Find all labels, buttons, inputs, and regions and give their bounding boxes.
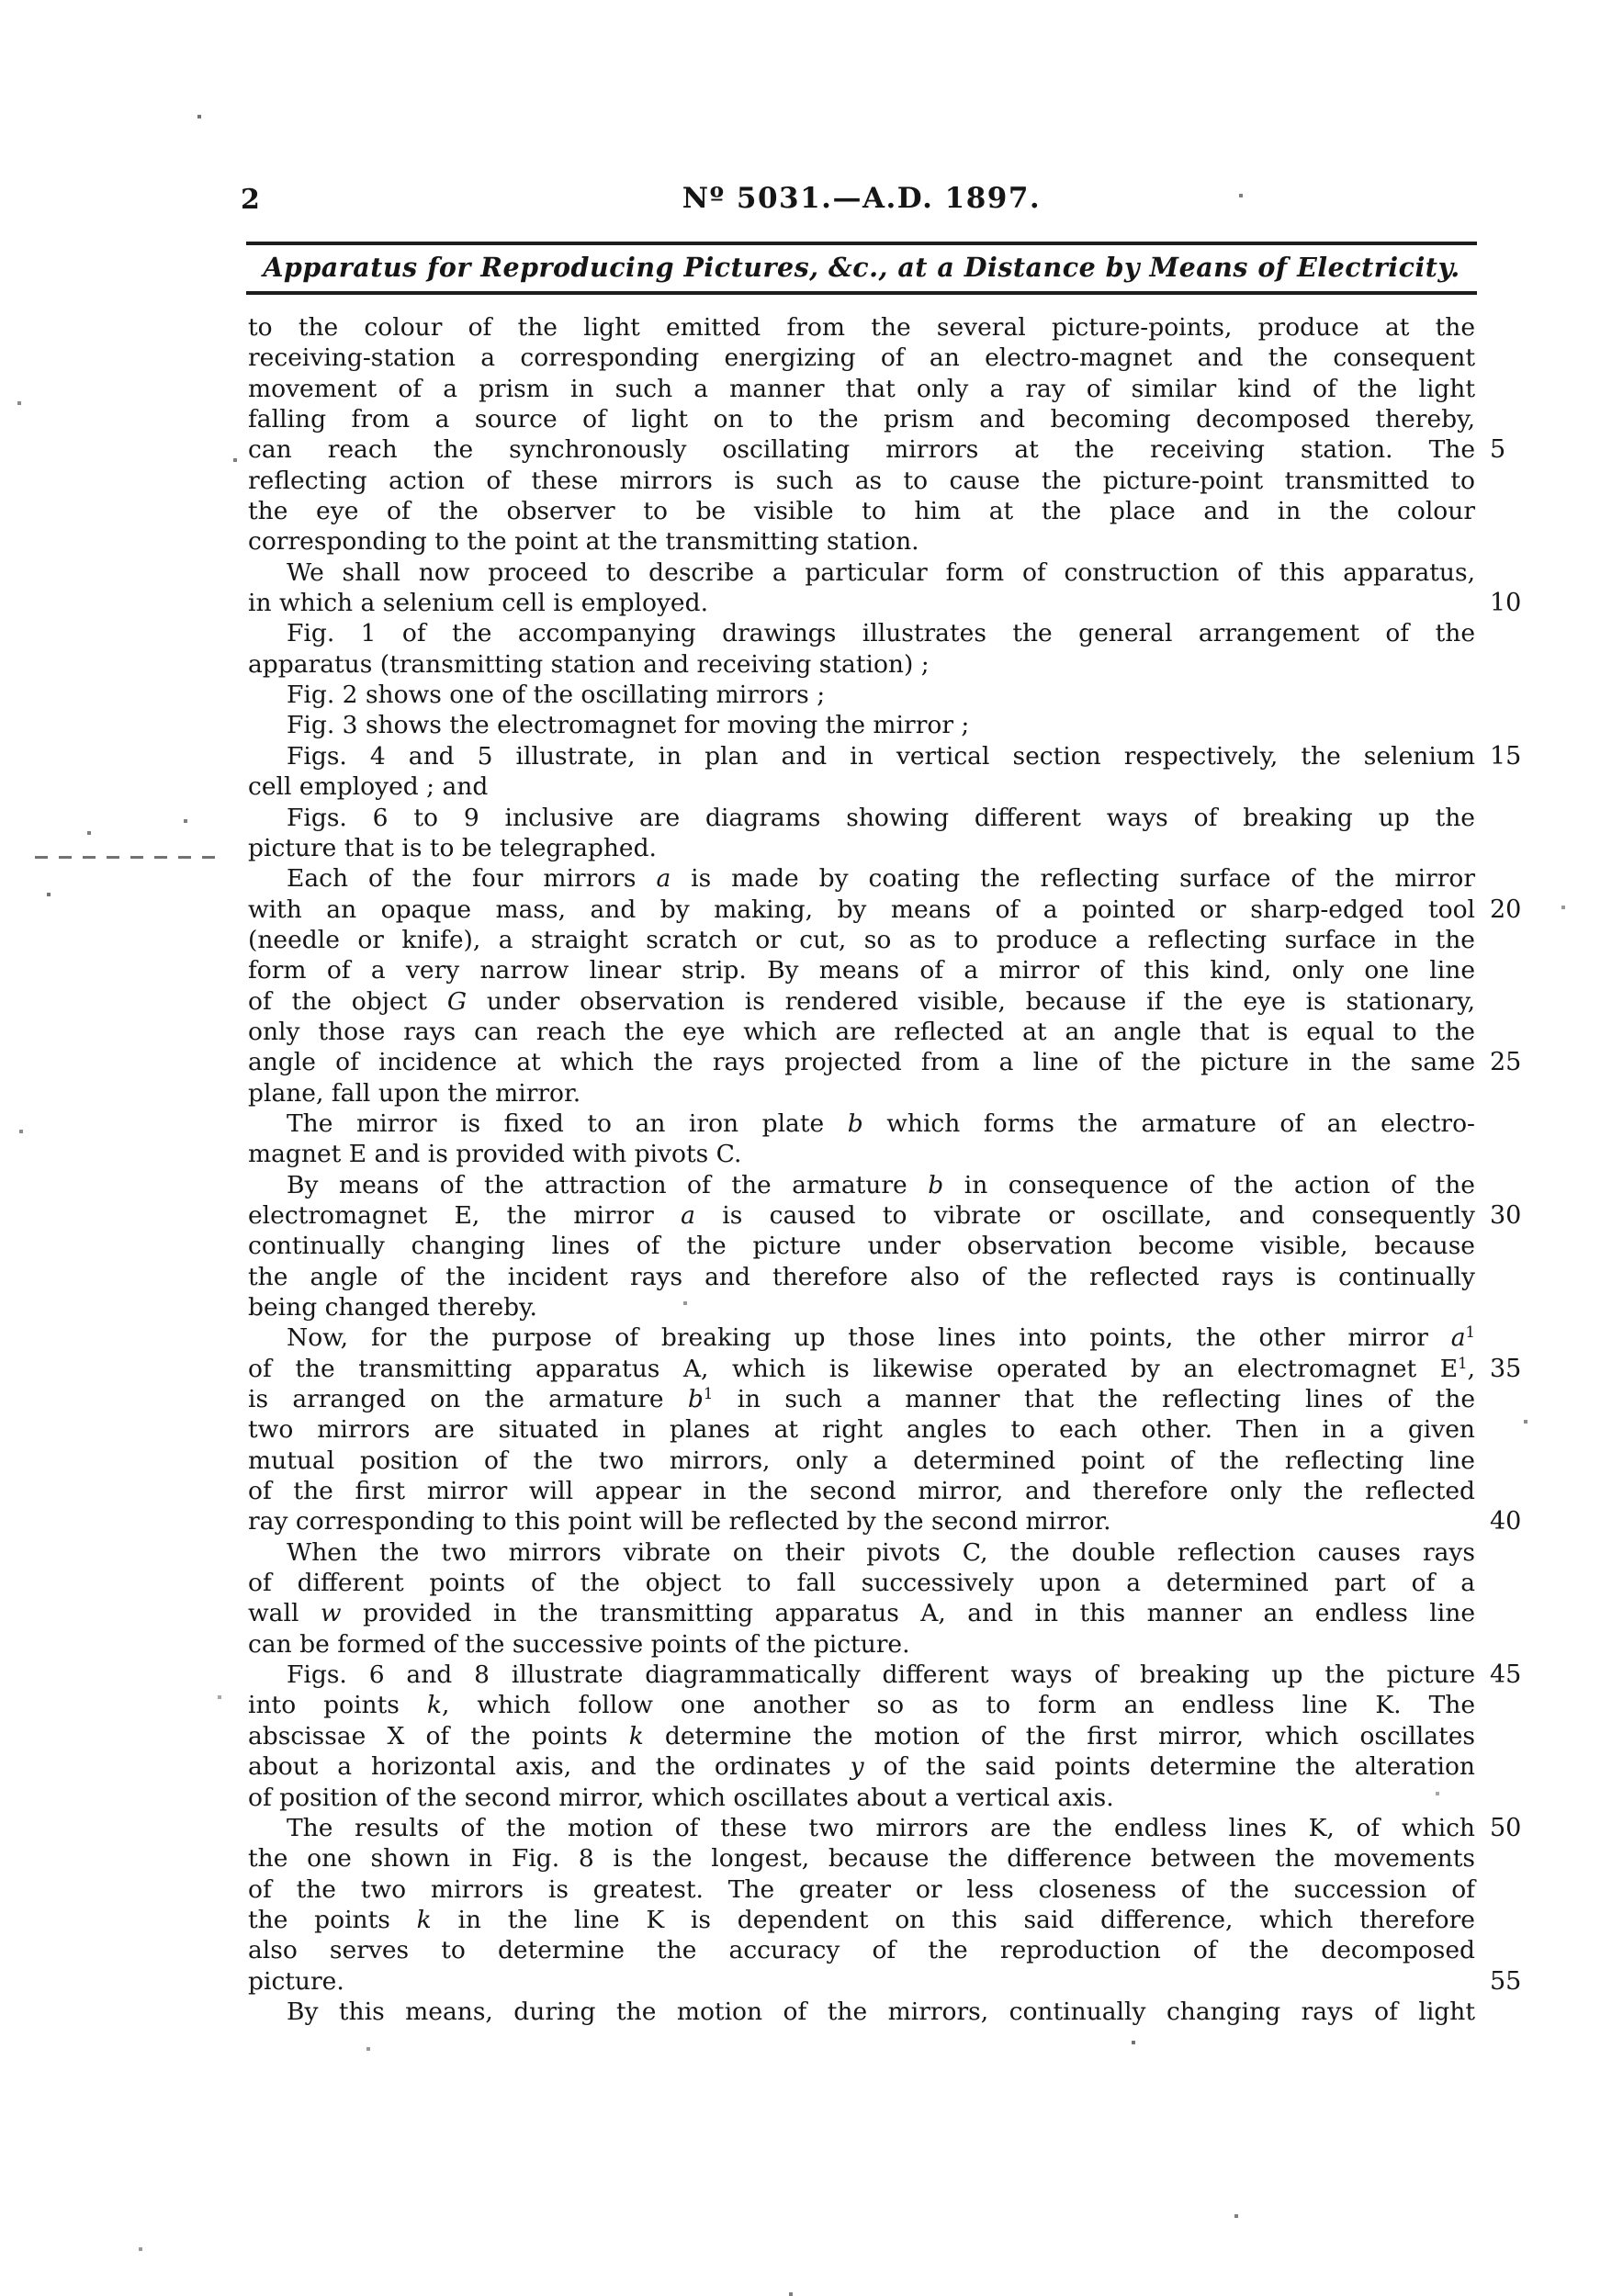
text-line: angle of incidence at which the rays projected from a line of the picture in the same 25 xyxy=(248,1047,1475,1077)
text-line: movement of a prism in such a manner that only a ray of similar kind of the light xyxy=(248,374,1475,403)
text-line: Figs. 6 and 8 illustrate diagrammatically different ways of breaking up the picture 45 xyxy=(248,1660,1475,1690)
text-line: can be formed of the successive points of the picture. xyxy=(248,1629,910,1659)
text-line: the angle of the incident rays and therefore also of the reflected rays is continually xyxy=(248,1262,1475,1291)
text-line: two mirrors are situated in planes at right angles to each other. Then in a given xyxy=(248,1415,1475,1445)
text-line: The mirror is fixed to an iron plate b which forms the armature of an electro- xyxy=(287,1109,1476,1138)
text-line: The results of the motion of these two mirrors are the endless lines K, of which 50 xyxy=(248,1813,1475,1843)
text-line: continually changing lines of the picture under observation become visible, because xyxy=(248,1232,1475,1261)
text-line: is arranged on the armature $b^1$ in such a manner that the reflecting lines of the xyxy=(248,1385,1476,1414)
page-number: 2 xyxy=(241,184,260,216)
text-line: (needle or knife), a straight scratch or cut, so as to produce a reflecting surface in the xyxy=(248,925,1475,954)
margin-line-number: 45 xyxy=(1490,1660,1522,1690)
text-line: Now, for the purpose of breaking up those lines into points, the other mirror $a^1$ xyxy=(287,1323,1475,1353)
text-line: plane, fall upon the mirror. xyxy=(248,1078,581,1108)
text-line: cell employed ; and xyxy=(248,772,489,802)
text-line: apparatus (transmitting station and receiving station) ; xyxy=(248,649,930,679)
text-line: being changed thereby. xyxy=(248,1293,537,1322)
document-title: Apparatus for Reproducing Pictures, &c., at a Distance by Means of Electricity. xyxy=(263,252,1460,283)
text-line: Fig. 1 of the accompanying drawings illustrates the general arrangement of the xyxy=(287,619,1475,648)
text-line: the eye of the observer to be visible to him at the place and in the colour xyxy=(248,497,1475,526)
text-line: By this means, during the motion of the mirrors, continually changing rays of light xyxy=(287,1997,1475,2026)
text-line: only those rays can reach the eye which are reflected at an angle that is equal to the xyxy=(248,1017,1475,1046)
pencil-dash-artifact xyxy=(35,856,219,859)
margin-line-number: 35 xyxy=(1490,1354,1522,1383)
text-line: of the first mirror will appear in the second mirror, and therefore only the reflected xyxy=(248,1477,1475,1506)
text-line: Each of the four mirrors a is made by coating the reflecting surface of the mirror xyxy=(287,864,1475,894)
text-line: about a horizontal axis, and the ordinates y of the said points determine the alteration xyxy=(248,1752,1475,1782)
text-line: also serves to determine the accuracy of the reproduction of the decomposed xyxy=(248,1936,1475,1965)
text-line: falling from a source of light on to the prism and becoming decomposed thereby, xyxy=(248,405,1475,434)
header-divider-bottom xyxy=(246,291,1477,295)
text-line: to the colour of the light emitted from the several picture-points, produce at the xyxy=(248,313,1475,342)
text-line: the one shown in Fig. 8 is the longest, because the difference between the movements xyxy=(248,1844,1475,1874)
margin-line-number: 5 xyxy=(1490,435,1506,465)
text-line: form of a very narrow linear strip. By means of a mirror of this kind, only one line xyxy=(248,956,1475,985)
text-line: of position of the second mirror, which oscillates about a vertical axis. xyxy=(248,1783,1114,1812)
text-line: of the object G under observation is rendered visible, because if the eye is stationary, xyxy=(248,986,1475,1016)
scan-speck-artifacts xyxy=(0,0,2,2)
header-divider-top xyxy=(246,242,1477,245)
text-line: We shall now proceed to describe a particular form of construction of this apparatus, xyxy=(287,557,1475,587)
text-line: of the transmitting apparatus A, which is likewise operated by an electromagnet $E^1$, 35 xyxy=(248,1354,1475,1384)
text-line: magnet E and is provided with pivots C. xyxy=(248,1140,742,1169)
margin-line-number: 50 xyxy=(1490,1813,1522,1842)
text-line: into points k, which follow one another so as to form an endless line K. The xyxy=(248,1691,1476,1720)
text-line: Fig. 2 shows one of the oscillating mirrors ; xyxy=(287,681,826,710)
margin-line-number: 40 xyxy=(1490,1507,1522,1536)
text-line: reflecting action of these mirrors is such as to cause the picture-point transmitted to xyxy=(248,466,1475,495)
margin-line-number: 55 xyxy=(1490,1966,1522,1996)
text-line: Fig. 3 shows the electromagnet for moving the mirror ; xyxy=(287,711,970,740)
margin-line-number: 20 xyxy=(1490,895,1522,924)
text-line: By means of the attraction of the armature b in consequence of the action of the xyxy=(287,1170,1475,1199)
text-line: Figs. 4 and 5 illustrate, in plan and in vertical section respectively, the selenium 15 xyxy=(248,741,1475,771)
text-line: in which a selenium cell is employed. 10 xyxy=(248,588,1475,618)
text-line: wall w provided in the transmitting apparatus A, and in this manner an endless line xyxy=(248,1599,1475,1628)
margin-line-number: 25 xyxy=(1490,1048,1522,1077)
text-line: of the two mirrors is greatest. The greater or less closeness of the succession of xyxy=(248,1874,1475,1904)
text-line: the points k in the line K is dependent on this said difference, which therefore xyxy=(248,1905,1475,1934)
margin-line-number: 15 xyxy=(1490,741,1522,771)
text-line: abscissae X of the points k determine the motion of the first mirror, which oscillates xyxy=(248,1721,1475,1750)
text-line: picture. 55 xyxy=(248,1966,1475,1997)
text-line: electromagnet E, the mirror a is caused to vibrate or oscillate, and consequently 30 xyxy=(248,1200,1475,1231)
text-line: with an opaque mass, and by making, by means of a pointed or sharp-edged tool 20 xyxy=(248,895,1475,925)
text-line: corresponding to the point at the transmitting station. xyxy=(248,527,919,557)
text-line: of different points of the object to fall successively upon a determined part of a xyxy=(248,1569,1475,1598)
body-text xyxy=(248,312,1522,2027)
text-line: ray corresponding to this point will be reflected by the second mirror. 40 xyxy=(248,1506,1475,1536)
text-line: receiving-station a corresponding energizing of an electro-magnet and the consequent xyxy=(248,343,1475,373)
margin-line-number: 10 xyxy=(1490,589,1522,618)
text-line: mutual position of the two mirrors, only a determined point of the reflecting line xyxy=(248,1446,1475,1475)
margin-line-number: 30 xyxy=(1490,1200,1522,1230)
patent-number-header: Nº 5031.—A.D. 1897. xyxy=(682,182,1042,215)
text-line: picture that is to be telegraphed. xyxy=(248,833,657,862)
text-line: Figs. 6 to 9 inclusive are diagrams showing different ways of breaking up the xyxy=(287,803,1475,832)
text-line: When the two mirrors vibrate on their pivots C, the double reflection causes rays xyxy=(287,1537,1475,1567)
text-line: can reach the synchronously oscillating mirrors at the receiving station. The 5 xyxy=(248,434,1475,465)
